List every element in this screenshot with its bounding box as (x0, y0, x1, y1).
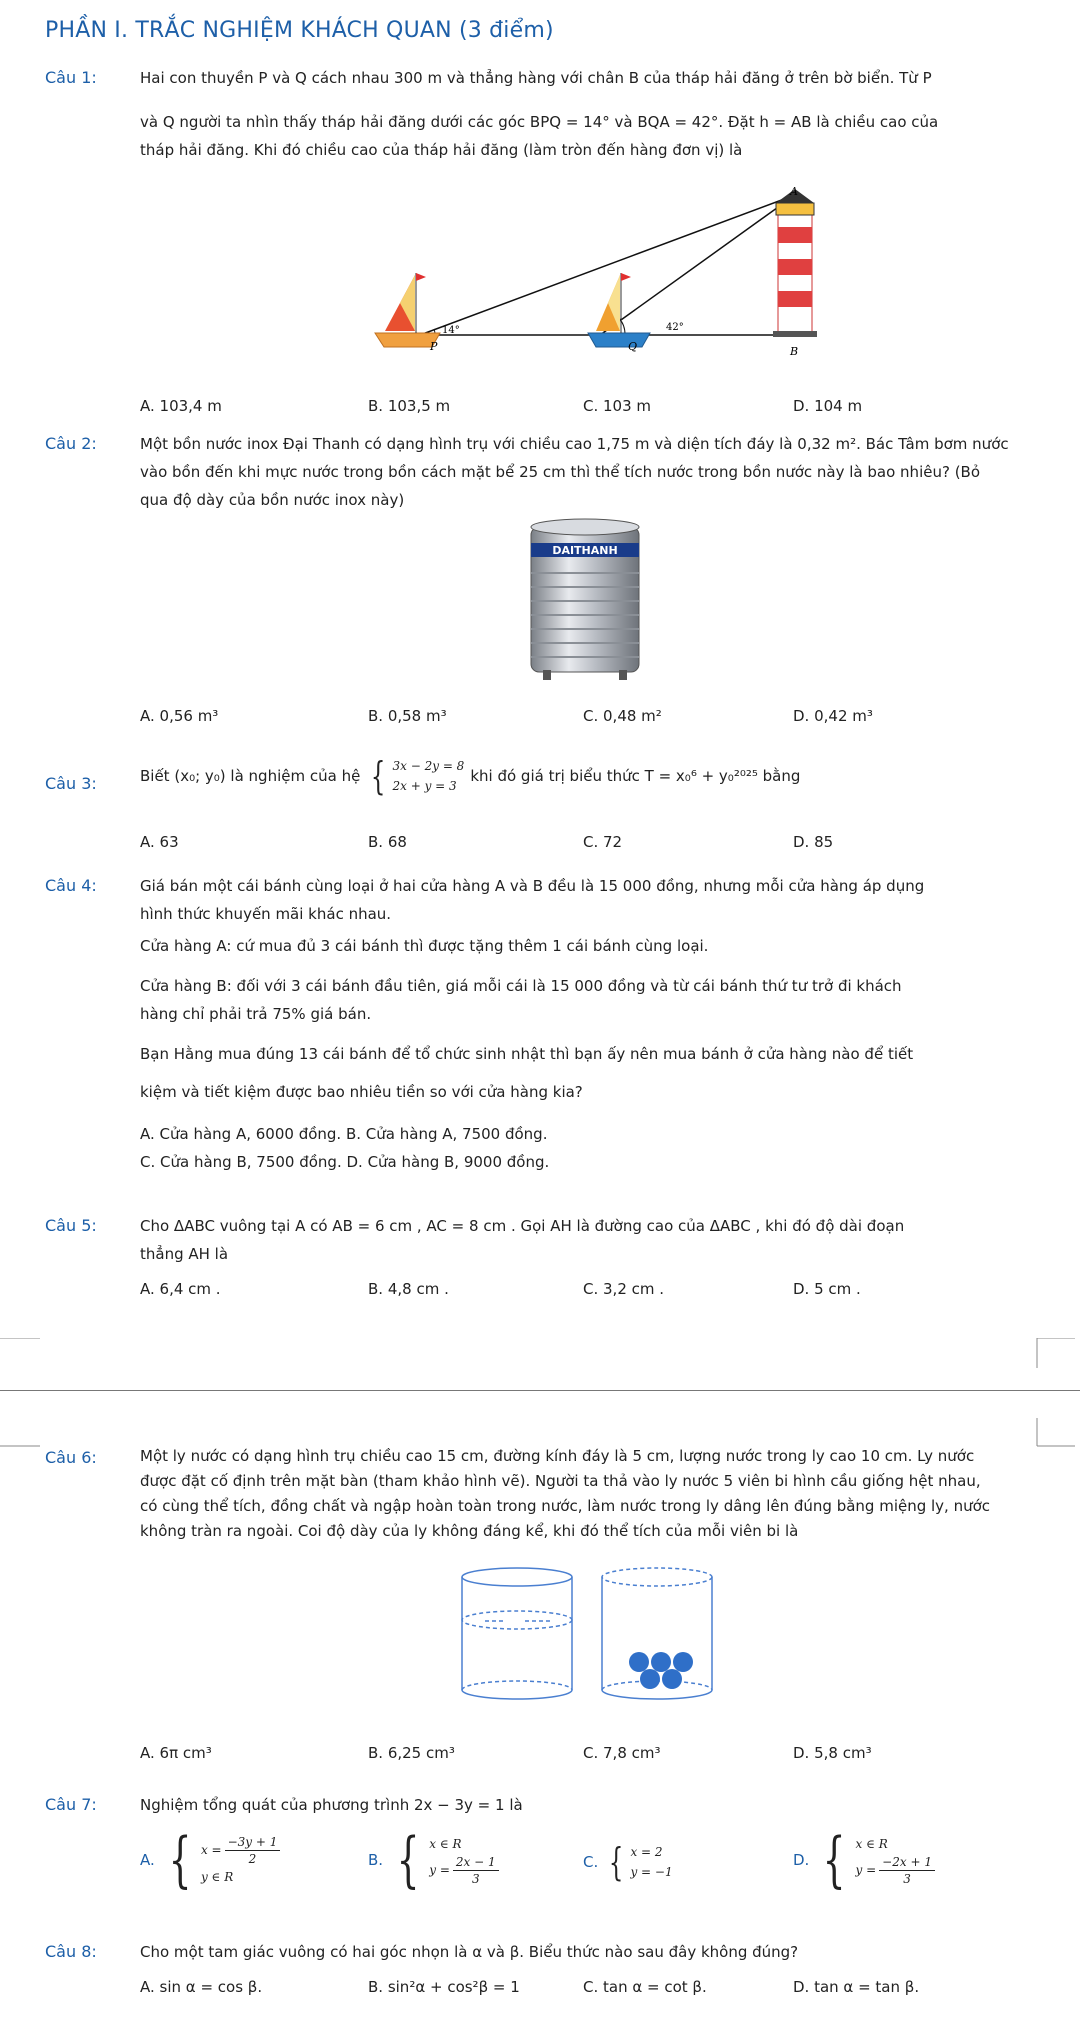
q6-option-c[interactable]: C. 7,8 cm³ (583, 1744, 661, 1762)
marbles-icon (629, 1652, 693, 1689)
question-3-text (140, 756, 1040, 796)
q6-line-1: Một ly nước có dạng hình trụ chiều cao 15 cm, đường kính đáy là 5 cm, lượng nước trong ly cao 10 cm. Ly nước (140, 1447, 975, 1465)
page-separator (0, 1390, 1080, 1391)
boat-p-icon (375, 273, 440, 347)
q7-option-d-letter: D. (793, 1851, 810, 1869)
question-7-text: Nghiệm tổng quát của phương trình 2x − 3y = 1 là (140, 1796, 523, 1814)
q5-option-d[interactable]: D. 5 cm . (793, 1280, 861, 1298)
q7-d-den: 3 (903, 1871, 911, 1886)
q5-line-1: Cho ΔABC vuông tại A có AB = 6 cm , AC = 8 cm . Gọi AH là đường cao của ΔABC , khi đó độ dài đoạn (140, 1217, 905, 1235)
q5-option-b[interactable]: B. 4,8 cm . (368, 1280, 449, 1298)
label-b: B (790, 345, 799, 358)
q7-option-b-letter: B. (368, 1851, 384, 1869)
q7-b-den: 3 (471, 1871, 480, 1886)
q7-a-den: 2 (248, 1851, 257, 1866)
q7-option-d[interactable] (793, 1825, 938, 1895)
question-1-text (140, 64, 1040, 164)
q4-line-1: Giá bán một cái bánh cùng loại ở hai cửa hàng A và B đều là 15 000 đồng, nhưng mỗi cửa hàng áp dụng (140, 877, 925, 895)
q7-option-c[interactable] (583, 1842, 673, 1882)
q4-line-7: kiệm và tiết kiệm được bao nhiêu tiền so với cửa hàng kia? (140, 1083, 583, 1101)
q7-a-row1-pre: x = (200, 1843, 222, 1857)
q1-option-b[interactable]: B. 103,5 m (368, 397, 451, 415)
q7-a-brace: { (168, 1825, 192, 1895)
q2-line-2: vào bồn đến khi mực nước trong bồn cách mặt bể 25 cm thì thể tích nước trong bồn nước này là bao nhiêu? (Bỏ (140, 463, 981, 481)
q8-option-b[interactable]: B. sin²α + cos²β = 1 (368, 1978, 520, 1996)
q7-b-num: 2x − 1 (453, 1854, 499, 1871)
q8-option-c[interactable]: C. tan α = cot β. (583, 1978, 707, 1996)
q7-d-row2-pre: y = (855, 1863, 877, 1877)
glass-figure (460, 1565, 730, 1705)
q1-option-a[interactable]: A. 103,4 m (140, 397, 222, 415)
q7-option-c-letter: C. (583, 1853, 599, 1871)
q4-line-6: Bạn Hằng mua đúng 13 cái bánh để tổ chức sinh nhật thì bạn ấy nên mua bánh ở cửa hàng nào để tiết (140, 1045, 914, 1063)
section-title: PHẦN I. TRẮC NGHIỆM KHÁCH QUAN (3 điểm) (45, 18, 554, 43)
q5-line-2: thẳng AH là (140, 1245, 229, 1263)
page-corner-bottom-left (0, 1418, 40, 1448)
q6-line-2: được đặt cố định trên mặt bàn (tham khảo hình vẽ). Người ta thả vào ly nước 5 viên bi hình cầu giống hệt nhau, (140, 1472, 981, 1490)
q3-option-b[interactable]: B. 68 (368, 833, 407, 851)
lighthouse-icon (773, 189, 817, 337)
page-corner-top-right (1035, 1338, 1075, 1368)
page-corner-bottom-right (1035, 1418, 1075, 1448)
page-corner-top-left (0, 1338, 40, 1368)
q4-line-3: Cửa hàng A: cứ mua đủ 3 cái bánh thì được tặng thêm 1 cái bánh cùng loại. (140, 937, 709, 955)
q7-d-num: −2x + 1 (879, 1854, 935, 1871)
q2-option-b[interactable]: B. 0,58 m³ (368, 707, 447, 725)
q3-pre-text: Biết (x₀; y₀) là nghiệm của hệ (140, 767, 361, 785)
question-2-text (140, 430, 1040, 514)
q1-line-3: tháp hải đăng. Khi đó chiều cao của tháp hải đăng (làm tròn đến hàng đơn vị) là (140, 141, 743, 159)
question-5-label: Câu 5: (45, 1216, 97, 1235)
q7-c-row2: y = −1 (630, 1865, 673, 1879)
q7-d-row1: x ∈ R (855, 1836, 888, 1851)
tank-brand-label: DAITHANH (552, 544, 618, 557)
q5-option-a[interactable]: A. 6,4 cm . (140, 1280, 221, 1298)
q6-line-4: không tràn ra ngoài. Coi độ dày của ly không đáng kể, khi đó thể tích của mỗi viên bi là (140, 1522, 799, 1540)
q2-option-d[interactable]: D. 0,42 m³ (793, 707, 873, 725)
question-4-text (140, 872, 1040, 1176)
label-p: P (430, 340, 438, 353)
q8-option-d[interactable]: D. tan α = tan β. (793, 1978, 920, 1996)
q6-line-3: có cùng thể tích, đồng chất và ngập hoàn toàn trong nước, làm nước trong ly dâng lên đúng bằng miệng ly, nước (140, 1497, 991, 1515)
q3-equation-1: 3x − 2y = 8 (392, 759, 465, 773)
q1-line-2: và Q người ta nhìn thấy tháp hải đăng dưới các góc BPQ = 14° và BQA = 42°. Đặt h = AB là chiều cao của (140, 113, 939, 131)
question-1-label: Câu 1: (45, 68, 97, 87)
question-4-label: Câu 4: (45, 876, 97, 895)
q7-c-brace: { (609, 1840, 624, 1884)
q7-a-num: −3y + 1 (225, 1834, 281, 1851)
q1-line-1: Hai con thuyền P và Q cách nhau 300 m và thẳng hàng với chân B của tháp hải đăng ở trên bờ biển. Từ P (140, 69, 932, 87)
question-2-label: Câu 2: (45, 434, 97, 453)
q8-option-a[interactable]: A. sin α = cos β. (140, 1978, 263, 1996)
q7-d-brace: { (822, 1825, 846, 1895)
label-a: A (790, 185, 798, 198)
q3-brace: { (371, 754, 386, 798)
q7-b-row1: x ∈ R (429, 1836, 462, 1851)
question-5-text (140, 1212, 1040, 1268)
q4-line-5: hàng chỉ phải trả 75% giá bán. (140, 1005, 372, 1023)
q1-option-d[interactable]: D. 104 m (793, 397, 863, 415)
question-7-label: Câu 7: (45, 1795, 97, 1814)
q7-option-a-letter: A. (140, 1851, 155, 1869)
q4-options-cd[interactable]: C. Cửa hàng B, 7500 đồng. D. Cửa hàng B, 9000 đồng. (140, 1153, 550, 1171)
q4-options-ab[interactable]: A. Cửa hàng A, 6000 đồng. B. Cửa hàng A, 7500 đồng. (140, 1125, 548, 1143)
q4-line-4: Cửa hàng B: đối với 3 cái bánh đầu tiên, giá mỗi cái là 15 000 đồng và từ cái bánh thứ tư trở đi khách (140, 977, 902, 995)
question-6-label: Câu 6: (45, 1448, 97, 1467)
q3-system (366, 756, 464, 796)
q7-b-row2-pre: y = (429, 1863, 450, 1877)
q2-option-a[interactable]: A. 0,56 m³ (140, 707, 219, 725)
q7-a-row2: y ∈ R (200, 1869, 234, 1884)
q3-option-c[interactable]: C. 72 (583, 833, 623, 851)
q6-option-d[interactable]: D. 5,8 cm³ (793, 1744, 872, 1762)
question-8-label: Câu 8: (45, 1942, 97, 1961)
q1-option-c[interactable]: C. 103 m (583, 397, 652, 415)
angle-q-label: 42° (666, 322, 684, 333)
question-3-label: Câu 3: (45, 774, 97, 793)
water-tank-figure (525, 515, 645, 680)
lighthouse-figure (370, 185, 840, 360)
q4-line-2: hình thức khuyến mãi khác nhau. (140, 905, 392, 923)
q2-line-1: Một bồn nước inox Đại Thanh có dạng hình trụ với chiều cao 1,75 m và diện tích đáy là 0,32 m². Bác Tâm bơm nước (140, 435, 1009, 453)
q6-option-b[interactable]: B. 6,25 cm³ (368, 1744, 455, 1762)
angle-p-label: 14° (442, 325, 460, 336)
boat-q-icon (588, 273, 650, 347)
q7-b-brace: { (396, 1825, 420, 1895)
q7-c-row1: x = 2 (630, 1845, 663, 1859)
q5-option-c[interactable]: C. 3,2 cm . (583, 1280, 665, 1298)
question-6-text (140, 1444, 1040, 1544)
question-8-text: Cho một tam giác vuông có hai góc nhọn là α và β. Biểu thức nào sau đây không đúng? (140, 1943, 799, 1961)
q3-option-a[interactable]: A. 63 (140, 833, 179, 851)
q2-line-3: qua độ dày của bồn nước inox này) (140, 491, 405, 509)
q6-option-a[interactable]: A. 6π cm³ (140, 1744, 212, 1762)
q3-post-text: khi đó giá trị biểu thức T = x₀⁶ + y₀²⁰²⁵ bằng (470, 767, 801, 785)
q2-option-c[interactable]: C. 0,48 m² (583, 707, 662, 725)
q7-option-b[interactable] (368, 1825, 502, 1895)
q3-equation-2: 2x + y = 3 (392, 779, 457, 793)
q7-option-a[interactable] (140, 1825, 283, 1895)
label-q: Q (628, 340, 638, 353)
q3-option-d[interactable]: D. 85 (793, 833, 834, 851)
